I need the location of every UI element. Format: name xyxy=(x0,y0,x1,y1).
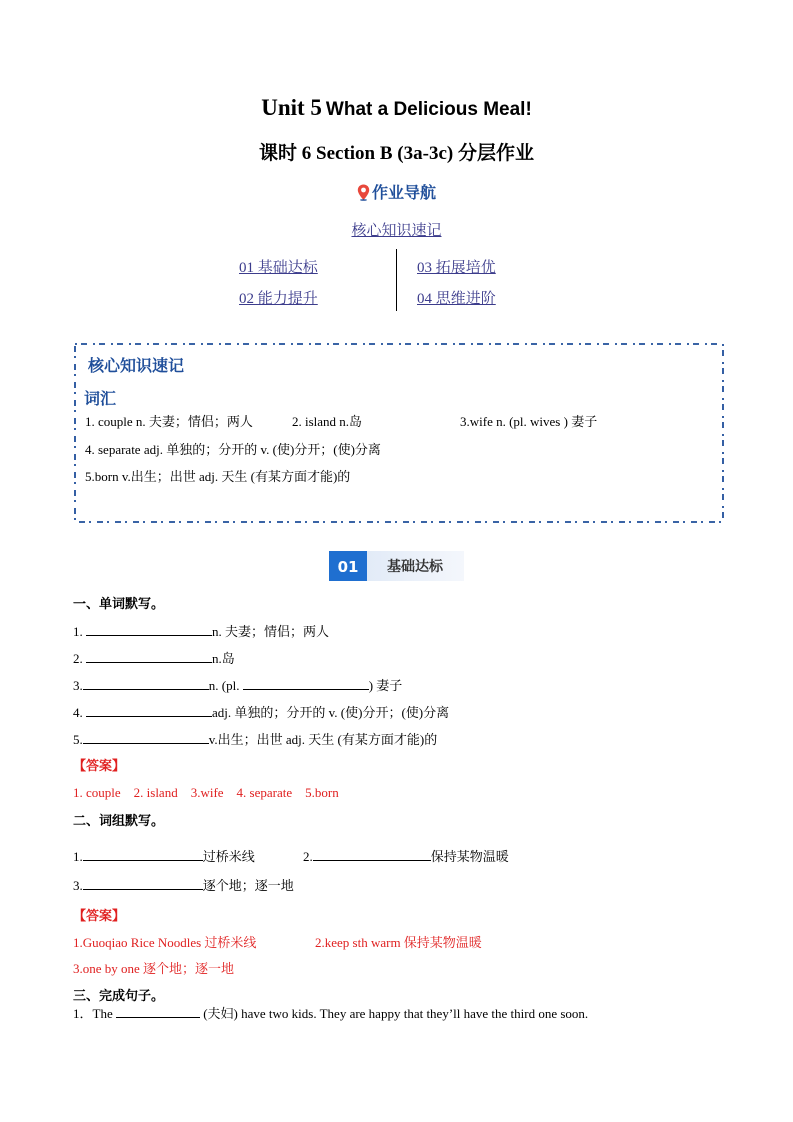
q4-text: adj. 单独的；分开的 v. (使)分开；(使)分离 xyxy=(212,705,450,720)
part2-question-1 xyxy=(73,846,255,865)
p2-q1-text: 过桥米线 xyxy=(202,849,255,864)
part1-question-1 xyxy=(73,621,329,640)
section-01-label: 基础达标 xyxy=(387,559,443,575)
q1-blank[interactable] xyxy=(86,623,212,636)
part1-question-5 xyxy=(73,729,437,748)
p2-q1-blank[interactable] xyxy=(83,848,203,861)
part1-answer: 1. couple 2. island 3.wife 4. separate 5.born xyxy=(73,785,339,800)
vocab-line-1b: 2. island n.岛 xyxy=(292,414,363,429)
part1-question-4 xyxy=(73,702,449,721)
homework-nav-title xyxy=(0,180,793,205)
section-01-banner xyxy=(329,551,464,581)
q3-end: ) 妻子 xyxy=(368,678,403,693)
q2-blank[interactable] xyxy=(86,650,212,663)
part2-answer-3: 3.one by one 逐个地；逐一地 xyxy=(73,961,235,976)
vocab-line-1a: 1. couple n. 夫妻；情侣；两人 xyxy=(85,414,253,429)
q3-number: 3. xyxy=(73,678,83,693)
q4-blank[interactable] xyxy=(86,704,212,717)
q3-text: n. (pl. xyxy=(208,678,243,693)
part1-heading: 一、单词默写。 xyxy=(73,597,165,612)
toc-link-03[interactable]: 03 拓展培优 xyxy=(417,260,496,276)
part1-answer-label: 【答案】 xyxy=(73,759,126,774)
p2-q3-text: 逐个地；逐一地 xyxy=(202,878,294,893)
vocab-line-1c: 3.wife n. (pl. wives ) 妻子 xyxy=(460,414,598,429)
toc-link-02[interactable]: 02 能力提升 xyxy=(239,291,318,307)
part3-heading: 三、完成句子。 xyxy=(73,989,165,1004)
nav-title-text: 作业导航 xyxy=(371,183,436,202)
part2-answer-1: 1.Guoqiao Rice Noodles 过桥米线 xyxy=(73,935,257,950)
q5-text: v.出生；出世 adj. 天生 (有某方面才能)的 xyxy=(208,732,438,747)
p2-q2-text: 保持某物温暖 xyxy=(430,849,509,864)
p3-q1-text: (夫妇) have two kids. They are happy that they’ll have the third one soon. xyxy=(199,1006,589,1021)
q3-blank[interactable] xyxy=(83,677,209,690)
knowledge-box-title: 核心知识速记 xyxy=(88,356,185,375)
page-title xyxy=(0,95,793,121)
q5-blank[interactable] xyxy=(83,731,209,744)
toc-core-knowledge-link[interactable]: 核心知识速记 xyxy=(351,223,442,239)
q1-number: 1. xyxy=(73,624,86,639)
toc-divider xyxy=(396,249,397,311)
part2-question-3 xyxy=(73,875,294,894)
unit-name: What a Delicious Meal! xyxy=(325,99,532,120)
vocab-line-3: 5.born v.出生；出世 adj. 天生 (有某方面才能)的 xyxy=(85,469,351,484)
part1-question-2 xyxy=(73,648,235,667)
p3-q1-blank[interactable] xyxy=(116,1005,200,1018)
location-pin-icon xyxy=(357,184,370,205)
section-01-number: 01 xyxy=(337,558,359,576)
part3-question-1 xyxy=(73,1003,588,1022)
q2-number: 2. xyxy=(73,651,86,666)
part2-question-2 xyxy=(303,846,509,865)
q5-number: 5. xyxy=(73,732,83,747)
part2-answer-label: 【答案】 xyxy=(73,909,126,924)
q1-text: n. 夫妻；情侣；两人 xyxy=(212,624,330,639)
vocab-heading: 词汇 xyxy=(84,389,117,408)
lesson-title: 课时 6 Section B (3a-3c) 分层作业 xyxy=(259,143,534,164)
part2-heading: 二、词组默写。 xyxy=(73,814,165,829)
q3-plural-blank[interactable] xyxy=(243,677,369,690)
p3-q1-number: 1．The xyxy=(73,1006,116,1021)
p2-q2-blank[interactable] xyxy=(313,848,431,861)
toc-link-01[interactable]: 01 基础达标 xyxy=(239,260,318,276)
part2-answer-2: 2.keep sth warm 保持某物温暖 xyxy=(315,935,482,950)
p2-q3-blank[interactable] xyxy=(83,877,203,890)
p2-q2-number: 2. xyxy=(303,849,313,864)
unit-label: Unit 5 xyxy=(261,95,322,120)
p2-q3-number: 3. xyxy=(73,878,83,893)
part1-question-3 xyxy=(73,675,402,694)
vocab-line-2: 4. separate adj. 单独的；分开的 v. (使)分开；(使)分离 xyxy=(85,442,381,457)
p2-q1-number: 1. xyxy=(73,849,83,864)
q4-number: 4. xyxy=(73,705,86,720)
toc-link-04[interactable]: 04 思维进阶 xyxy=(417,291,496,307)
q2-text: n.岛 xyxy=(212,651,235,666)
